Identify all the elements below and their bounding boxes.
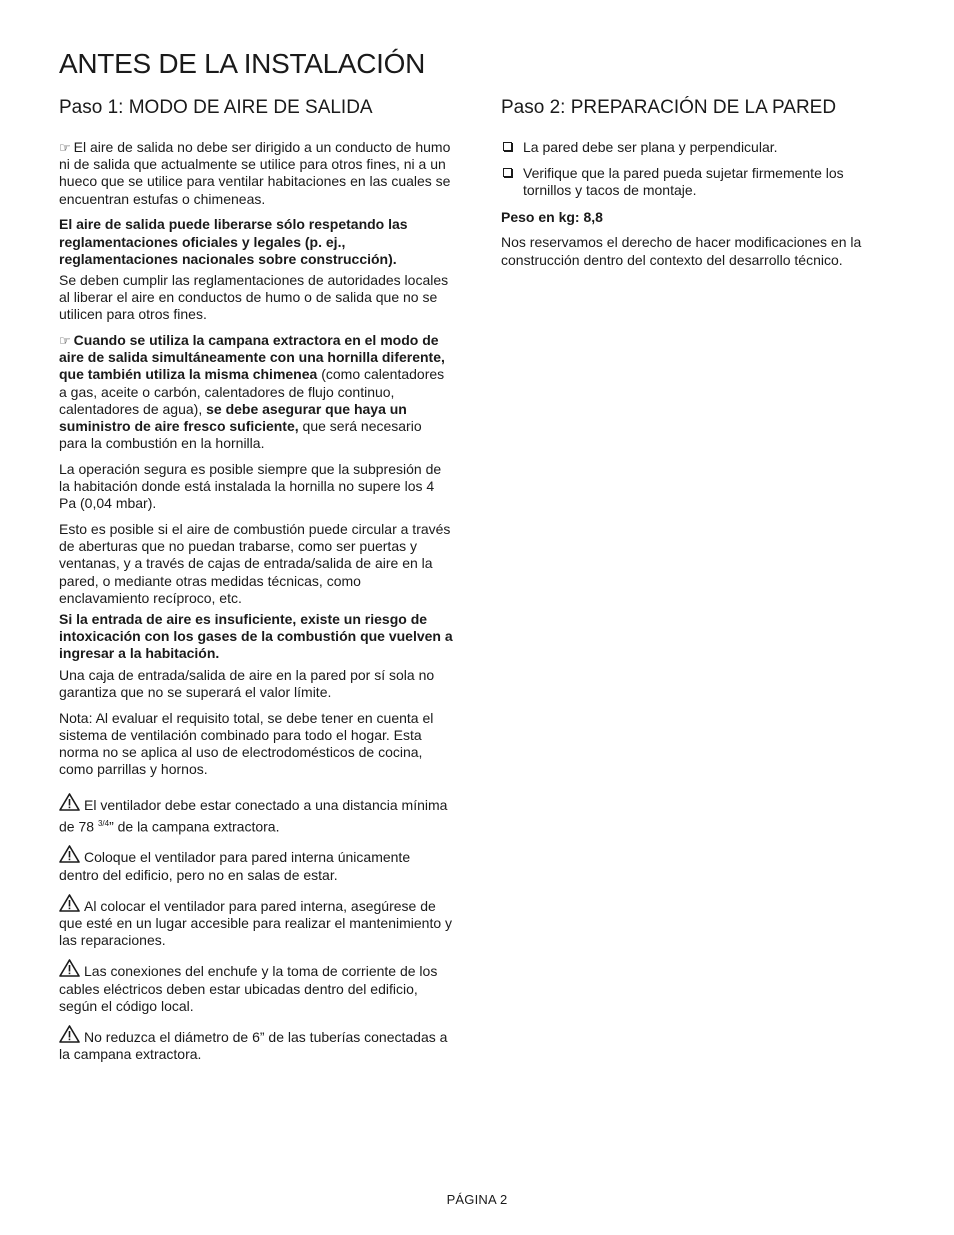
warning-4-text: Las conexiones del enchufe y la toma de corriente de los cables eléctricos deben estar ubicadas dentro del edificio, según el código local. xyxy=(59,963,438,1014)
step1-paragraph-5: La operación segura es posible siempre que la subpresión de la habitación donde está instalada la hornilla no supere los 4 Pa (0,04 mbar). xyxy=(59,460,442,512)
page-title: ANTES DE LA INSTALACIÓN xyxy=(59,48,426,79)
page-number: PÁGINA 2 xyxy=(446,1192,508,1207)
step1-paragraph-3: Se deben cumplir las reglamentaciones de autoridades locales al liberar el aire en conductos de humo o de salida que no se utilicen para otros fines. xyxy=(59,271,449,323)
warning-1-fraction: 3/4 xyxy=(97,818,110,828)
warning-3-text: Al colocar el ventilador para pared interna, asegúrese de que esté en un lugar accesible para realizar el mantenimiento y las reparaciones. xyxy=(59,897,453,949)
step1-p4-normal-d: que será necesario para la combustión en la hornilla. xyxy=(59,418,422,452)
pointing-hand-icon: ☞ xyxy=(59,333,71,349)
checkbox-icon xyxy=(503,168,512,177)
warning-triangle-icon xyxy=(59,793,80,811)
warning-2-text: Coloque el ventilador para pared interna únicamente dentro del edificio, pero no en salas de estar. xyxy=(59,849,411,883)
warning-triangle-icon xyxy=(59,959,80,977)
step1-paragraph-2 xyxy=(59,216,453,268)
weight-bold: Peso en kg: 8,8 xyxy=(501,208,603,225)
warning-2 xyxy=(59,845,453,883)
step1-paragraph-6: Esto es posible si el aire de combustión puede circular a través de aberturas que no puedan trabarse, como ser puertas y ventanas, y a través de cajas de entrada/salida de aire en la pared, o mediante otras medidas técnicas, como enclavamiento recíproco, etc. xyxy=(59,521,451,606)
step1-heading: Paso 1: MODO DE AIRE DE SALIDA xyxy=(59,97,373,118)
step1-column xyxy=(59,96,453,1074)
warning-4 xyxy=(59,959,453,1015)
step1-p1-text: El aire de salida no debe ser dirigido a un conducto de humo ni de salida que actualmente se utilice para otros fines, ni a un hueco que se utilice para ventilar habitaciones en las cuales se encuentran estufas o chimeneas. xyxy=(59,139,451,207)
warning-triangle-icon xyxy=(59,845,80,863)
pointing-hand-icon: ☞ xyxy=(59,140,71,155)
warning-3 xyxy=(59,894,453,950)
step1-paragraph-9: Nota: Al evaluar el requisito total, se debe tener en cuenta el sistema de ventilación combinado para todo el hogar. Esta norma no se aplica al uso de electrodomésticos de cocina, como parrillas y hornos. xyxy=(59,709,434,778)
step2-checklist xyxy=(501,139,893,200)
checklist-item xyxy=(501,139,893,156)
warning-1-text-a: El ventilador debe estar conectado a una distancia mínima de 78 xyxy=(59,797,448,835)
checklist-item-text: Verifique que la pared pueda sujetar firmemente los tornillos y tacos de montaje. xyxy=(523,165,844,199)
checklist-item-text: La pared debe ser plana y perpendicular. xyxy=(523,139,778,155)
warning-1-text-b: ” de la campana extractora. xyxy=(109,818,280,835)
step2-column xyxy=(501,96,893,277)
step1-paragraph-8: Una caja de entrada/salida de aire en la pared por sí sola no garantiza que no se superará el valor límite. xyxy=(59,666,435,700)
warning-5-text: No reduzca el diámetro de 6” de las tuberías conectadas a la campana extractora. xyxy=(59,1029,448,1063)
step1-p7-bold: Si la entrada de aire es insuficiente, existe un riesgo de intoxicación con los gases de la combustión que vuelven a ingresar a la habitación. xyxy=(59,611,453,662)
step1-p4-bold-c: se debe asegurar que haya un suministro de aire fresco suficiente, xyxy=(59,400,407,435)
warning-1 xyxy=(59,793,453,835)
checkbox-icon xyxy=(503,142,512,151)
step1-p2-bold: El aire de salida puede liberarse sólo respetando las reglamentaciones oficiales y legales (p. ej., reglamentaciones nacionales sobre construcción). xyxy=(59,216,408,267)
warning-triangle-icon xyxy=(59,1025,80,1043)
weight-info xyxy=(501,209,893,226)
checklist-item xyxy=(501,165,893,199)
warning-triangle-icon xyxy=(59,894,80,912)
step2-heading: Paso 2: PREPARACIÓN DE LA PARED xyxy=(501,97,837,118)
step1-p4-normal-b: (como calentadores a gas, aceite o carbón, calentadores de flujo continuo, calentadores de agua), xyxy=(59,366,445,417)
step2-note: Nos reservamos el derecho de hacer modificaciones en la construcción dentro del contexto del desarrollo técnico. xyxy=(501,234,862,268)
step1-paragraph-4 xyxy=(59,332,453,452)
step1-p4-bold-a: Cuando se utiliza la campana extractora en el modo de aire de salida simultáneamente con una hornilla diferente, que también utiliza la misma chimenea xyxy=(59,332,445,383)
step1-paragraph-1 xyxy=(59,139,453,208)
warning-5 xyxy=(59,1025,453,1063)
step1-paragraph-7 xyxy=(59,611,453,663)
